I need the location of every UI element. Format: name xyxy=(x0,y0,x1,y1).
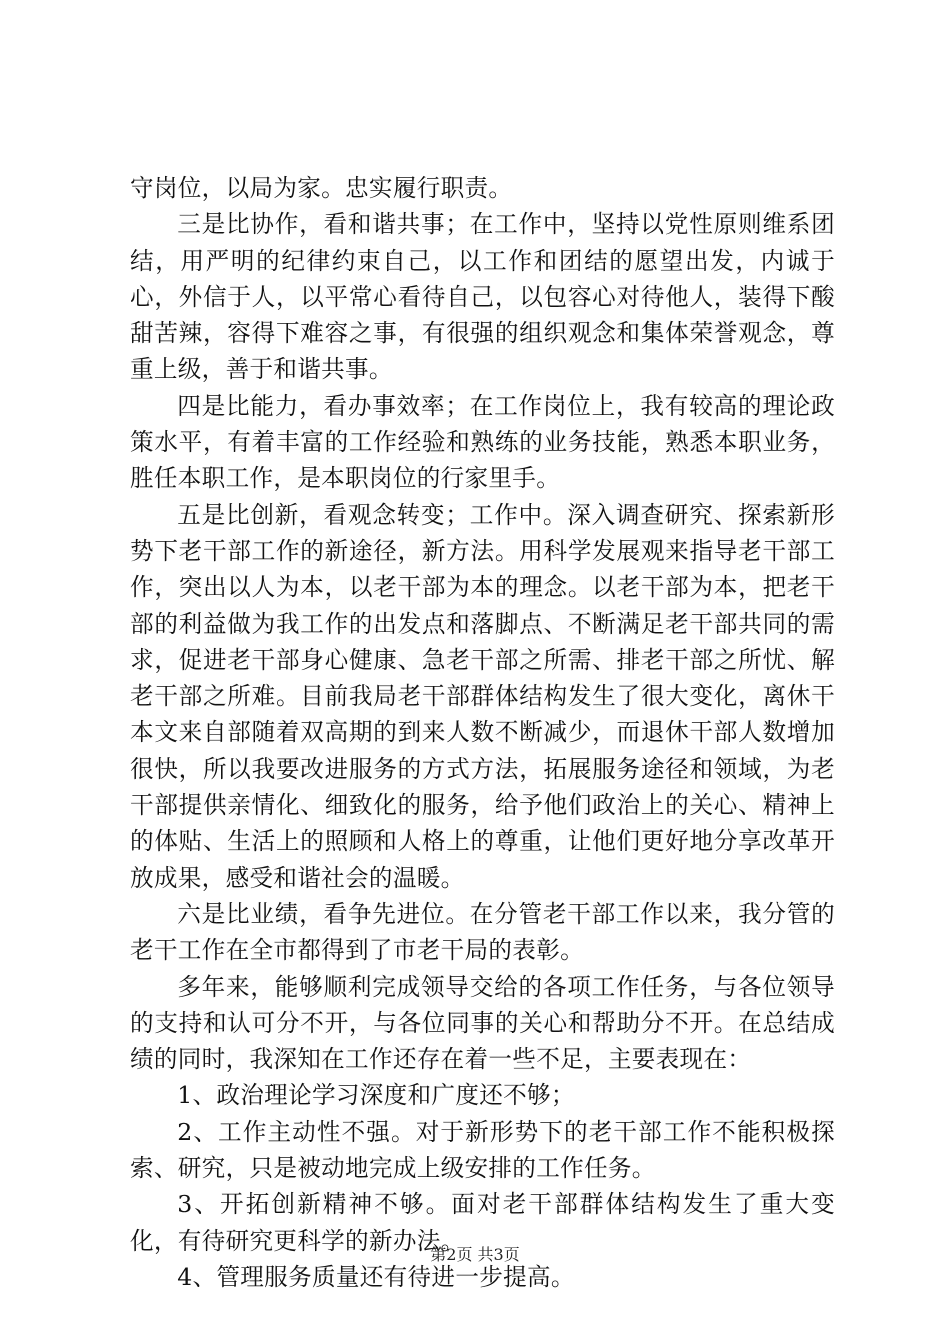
paragraph-4: 五是比创新，看观念转变；工作中。深入调查研究、探索新形势下老干部工作的新途径，新方法。用科学发展观来指导老干部工作，突出以人为本，以老干部为本的理念。以老干部为本，把老干部的利益做为我工作的出发点和落脚点、不断满足老干部共同的需求，促进老干部身心健康、急老干部之所需、排老干部之所忧、解老干部之所难。目前我局老干部群体结构发生了很大变化，离休干本文来自部随着双高期的到来人数不断减少，而退休干部人数增加很快，所以我要改进服务的方式方法，拓展服务途径和领域，为老干部提供亲情化、细致化的服务，给予他们政治上的关心、精神上的体贴、生活上的照顾和人格上的尊重，让他们更好地分享改革开放成果，感受和谐社会的温暖。 xyxy=(130,500,835,892)
list-item-2: 2、工作主动性不强。对于新形势下的老干部工作不能积极探索、研究，只是被动地完成上级安排的工作任务。 xyxy=(130,1117,835,1183)
page-footer: 第2页 共3页 xyxy=(430,1245,520,1264)
paragraph-5: 六是比业绩，看争先进位。在分管老干部工作以来，我分管的老干工作在全市都得到了市老干局的表彰。 xyxy=(130,899,835,965)
list-item-4: 4、管理服务质量还有待进一步提高。 xyxy=(177,1262,575,1291)
list-item-3: 3、开拓创新精神不够。面对老干部群体结构发生了重大变化，有待研究更科学的新办法。 xyxy=(130,1190,835,1255)
paragraph-1: 守岗位，以局为家。忠实履行职责。 xyxy=(130,174,513,202)
document-body xyxy=(130,170,835,1295)
paragraph-2: 三是比协作，看和谐共事；在工作中，坚持以党性原则维系团结，用严明的纪律约束自己，以工作和团结的愿望出发，内诚于心，外信于人，以平常心看待自己，以包容心对待他人，装得下酸甜苦辣，容得下难容之事，有很强的组织观念和集体荣誉观念，尊重上级，善于和谐共事。 xyxy=(130,210,835,384)
list-item-1: 1、政治理论学习深度和广度还不够； xyxy=(177,1081,575,1110)
paragraph-6: 多年来，能够顺利完成领导交给的各项工作任务，与各位领导的支持和认可分不开，与各位同事的关心和帮助分不开。在总结成绩的同时，我深知在工作还存在着一些不足，主要表现在： xyxy=(130,972,835,1074)
paragraph-3: 四是比能力，看办事效率；在工作岗位上，我有较高的理论政策水平，有着丰富的工作经验和熟练的业务技能，熟悉本职业务，胜任本职工作，是本职岗位的行家里手。 xyxy=(130,391,835,493)
